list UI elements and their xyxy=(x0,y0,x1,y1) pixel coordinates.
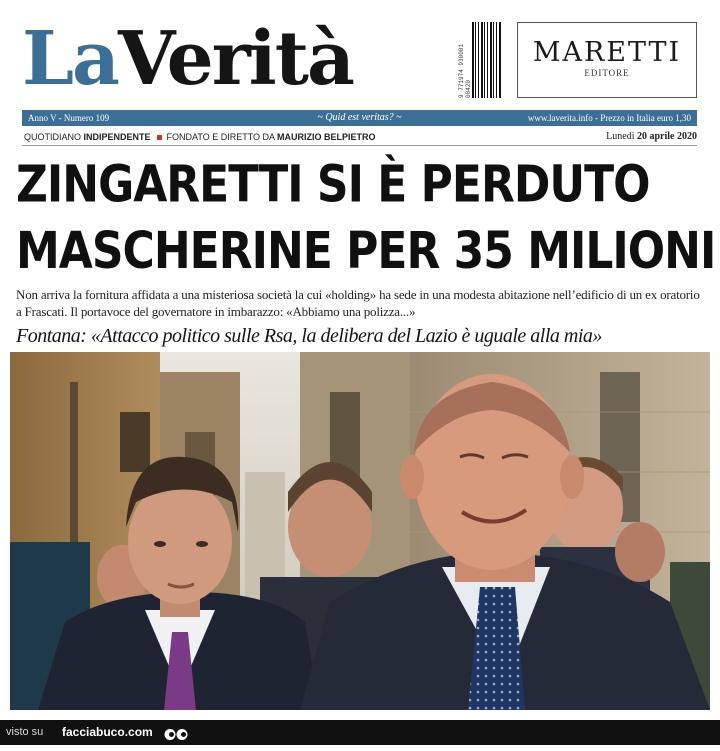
barcode-icon xyxy=(472,22,502,98)
tagline-bar xyxy=(22,129,697,146)
tagline: QUOTIDIANO INDIPENDENTE FONDATO E DIRETTO DA MAURIZIO BELPIETRO xyxy=(24,132,376,142)
headline-line-2: MASCHERINE PER 35 MILIONI xyxy=(16,222,716,281)
issue-date: Lunedì 20 aprile 2020 xyxy=(606,131,697,142)
footer-site-link[interactable]: facciabuco.com xyxy=(62,725,153,739)
ad-publisher-sub: EDITORE xyxy=(584,68,630,78)
article-subhead: Fontana: «Attacco politico sulle Rsa, la delibera del Lazio è uguale alla mia» xyxy=(16,325,602,347)
logo-verita: Verità xyxy=(117,16,353,102)
price-and-url: www.laverita.info - Prezzo in Italia euro 1,30 xyxy=(527,113,691,123)
red-square-icon xyxy=(157,135,162,140)
issue-number: Anno V - Numero 109 xyxy=(28,113,110,123)
main-headline xyxy=(16,152,716,285)
front-page-photo xyxy=(10,352,710,710)
eyes-icon xyxy=(164,726,188,739)
issue-info-bar xyxy=(22,110,697,126)
motto: ~ Quid est veritas? ~ xyxy=(317,112,402,123)
footer-seen-on: visto su xyxy=(6,726,44,738)
publisher-ad xyxy=(517,22,697,98)
article-summary: Non arriva la fornitura affidata a una misteriosa società la cui «holding» ha sede in una modesta abitazione nell’edificio di un ex oratorio a Frascati. Il portavoce del governatore in imbarazzo: «Abbiamo una polizza...» xyxy=(16,287,700,319)
logo-la: La xyxy=(22,16,118,102)
barcode-digits: 9 771974 930001 00420 xyxy=(458,43,472,98)
footer-bar xyxy=(0,720,720,745)
newspaper-logo xyxy=(22,14,353,104)
headline-line-1: ZINGARETTI SI È PERDUTO xyxy=(16,155,650,215)
ad-publisher-name: MARETTI xyxy=(532,37,682,68)
